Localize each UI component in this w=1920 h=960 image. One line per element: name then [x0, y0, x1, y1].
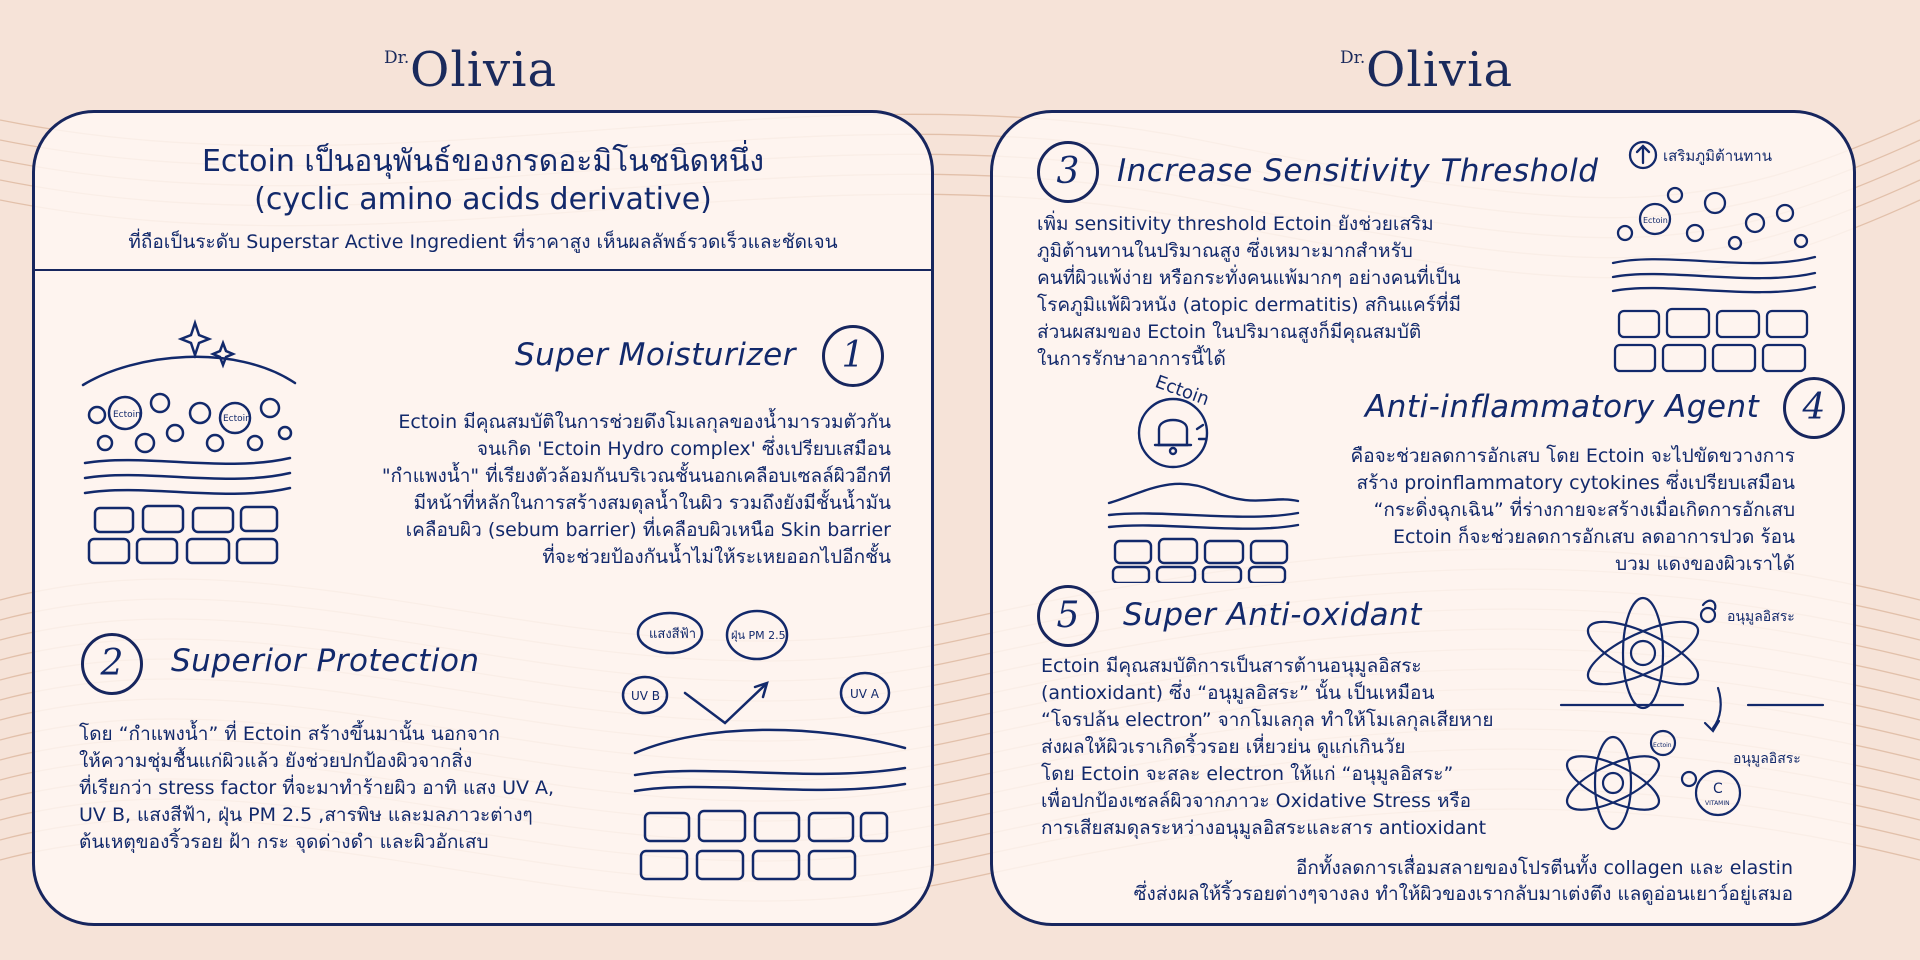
text-line: Ectoin มีคุณสมบัติในการช่วยดึงโมเลกุลของน้ำมารวมตัวกัน — [398, 411, 891, 433]
section-text — [1037, 211, 1461, 373]
text-line: ที่เรียกว่า stress factor ที่จะมาทำร้ายผิว อาทิ แสง UV A, — [79, 777, 555, 799]
brand-logo-left — [384, 42, 604, 102]
text-line: “โจรปล้น electron” จากโมเลกุล ทำให้โมเลกุลเสียหาย — [1041, 709, 1494, 731]
section-number-badge: 3 — [1037, 141, 1099, 203]
text-line: Ectoin ก็จะช่วยลดการอักเสบ ลดอาการปวด ร้อน — [1392, 526, 1795, 548]
section-text — [79, 721, 554, 856]
section-number-badge: 5 — [1037, 585, 1099, 647]
text-line: “กระดิ่งฉุกเฉิน” ที่ร่างกายจะสร้างเมื่อเกิดการอักเสบ — [1373, 499, 1795, 521]
section-heading: Increase Sensitivity Threshold — [1117, 153, 1599, 189]
text-line: มีหน้าที่หลักในการสร้างสมดุลน้ำในผิว รวมถึงยังมีชั้นน้ำมัน — [413, 492, 891, 514]
text-line: "กำแพงน้ำ" ที่เรียงตัวล้อมกันบริเวณชั้นนอกเคลือบเซลล์ผิวอีกที — [381, 465, 891, 487]
brand-logo-right — [1340, 42, 1560, 102]
panel-subtitle: ที่ถือเป็นระดับ Superstar Active Ingredient ที่ราคาสูง เห็นผลลัพธ์รวดเร็วและชัดเจน — [128, 231, 838, 253]
section-heading: Anti-inflammatory Agent — [1365, 389, 1760, 425]
text-line: สร้าง proinflammatory cytokines ซึ่งเปรียบเสมือน — [1356, 472, 1795, 494]
sketch-label: Ectoin — [223, 414, 251, 424]
section-heading: Super Anti-oxidant — [1123, 597, 1422, 633]
section-number-badge: 4 — [1783, 377, 1845, 439]
text-line: คนที่ผิวแพ้ง่าย หรือกระทั่งคนแพ้มากๆ อย่างคนที่เป็น — [1037, 267, 1461, 289]
section-heading: Super Moisturizer — [515, 337, 796, 373]
text-line: ให้ความชุ่มชื้นแก่ผิวแล้ว ยังช่วยปกป้องผิวจากสิ่ง — [79, 750, 473, 772]
section-heading: Superior Protection — [171, 643, 480, 679]
antioxidant-illustration — [1553, 593, 1843, 843]
immunity-illustration — [1605, 133, 1825, 383]
brand-name: Olivia — [1366, 42, 1514, 98]
text-line: โดย “กำแพงน้ำ” ที่ Ectoin สร้างขึ้นมานั้น นอกจาก — [79, 723, 500, 745]
text-line: เคลือบผิว (sebum barrier) ที่เคลือบผิวเหนือ Skin barrier — [405, 519, 891, 541]
title-divider — [35, 269, 931, 271]
text-line: อีกทั้งลดการเสื่อมสลายของโปรตีนทั้ง collagen และ elastin — [1296, 857, 1793, 879]
sketch-label: อนุมูลอิสระ — [1733, 751, 1801, 767]
sketch-label: Ectoin — [113, 410, 141, 420]
section-text — [382, 409, 891, 571]
text-line: การเสียสมดุลระหว่างอนุมูลอิสระและสาร antioxidant — [1041, 817, 1487, 839]
right-panel — [990, 110, 1856, 926]
sketch-label: อนุมูลอิสระ — [1727, 609, 1795, 625]
text-line: โดย Ectoin จะสละ electron ให้แก่ “อนุมูลอิสระ” — [1041, 763, 1454, 785]
sketch-label: Ectoin — [1653, 742, 1672, 749]
text-line: โรคภูมิแพ้ผิวหนัง (atopic dermatitis) สกินแคร์ที่มี — [1037, 294, 1462, 316]
bubble-label: UV A — [850, 687, 880, 701]
bubble-label: UV B — [631, 689, 661, 703]
text-line: ส่งผลให้ผิวเราเกิดริ้วรอย เหี่ยวย่น ดูแก่เกินวัย — [1041, 736, 1406, 758]
text-line: คือจะช่วยลดการอักเสบ โดย Ectoin จะไปขัดขวางการ — [1350, 445, 1795, 467]
skin-moisture-illustration — [75, 303, 315, 573]
text-line: เพื่อปกป้องเซลล์ผิวจากภาวะ Oxidative Stress หรือ — [1041, 790, 1472, 812]
section-number-badge: 2 — [81, 633, 143, 695]
text-line: UV B, แสงสีฟ้า, ฝุ่น PM 2.5 ,สารพิษ และมลภาวะต่างๆ — [79, 804, 533, 826]
alarm-bell-illustration — [1103, 363, 1303, 583]
text-line: เพิ่ม sensitivity threshold Ectoin ยังช่วยเสริม — [1037, 213, 1434, 235]
section-text — [1041, 653, 1494, 842]
brand-prefix: Dr. — [1340, 48, 1366, 68]
left-panel — [32, 110, 934, 926]
bubble-label: แสงสีฟ้า — [649, 627, 697, 642]
sketch-label: Ectoin — [1643, 216, 1668, 225]
sketch-label: Ectoin — [1152, 371, 1212, 411]
protection-illustration — [615, 603, 915, 903]
sketch-label: เสริมภูมิต้านทาน — [1663, 147, 1772, 165]
section-text — [1351, 443, 1796, 578]
text-line: ส่วนผสมของ Ectoin ในปริมาณสูงก็มีคุณสมบัติ — [1037, 321, 1422, 343]
text-line: ต้นเหตุของริ้วรอย ฝ้า กระ จุดด่างดำ และผิวอักเสบ — [79, 831, 489, 853]
section-number-badge: 1 — [822, 325, 884, 387]
panel-title-line1: Ectoin เป็นอนุพันธ์ของกรดอะมิโนชนิดหนึ่ง — [201, 144, 765, 179]
text-line: บวม แดงของผิวเราได้ — [1615, 553, 1795, 575]
brand-name: Olivia — [410, 42, 558, 98]
brand-prefix: Dr. — [384, 48, 410, 68]
bubble-label: ฝุ่น PM 2.5 — [731, 629, 786, 642]
sketch-label: VITAMIN — [1705, 800, 1730, 807]
text-line: ที่จะช่วยป้องกันน้ำไม่ให้ระเหยออกไปอีกชั้น — [542, 546, 891, 568]
text-line: (antioxidant) ซึ่ง “อนุมูลอิสระ” นั้น เป็นเหมือน — [1041, 682, 1435, 704]
sketch-label: C — [1713, 781, 1723, 797]
text-line: ภูมิต้านทานในปริมาณสูง ซึ่งเหมาะมากสำหรับ — [1037, 240, 1413, 262]
text-line: จนเกิด 'Ectoin Hydro complex' ซึ่งเปรียบเสมือน — [476, 438, 891, 460]
text-line: Ectoin มีคุณสมบัติการเป็นสารต้านอนุมูลอิสระ — [1041, 655, 1422, 677]
text-line: ซึ่งส่งผลให้ริ้วรอยต่างๆจางลง ทำให้ผิวของเรากลับมาเต่งตึง แลดูอ่อนเยาว์อยู่เสมอ — [1133, 883, 1793, 905]
panel-title-line2: (cyclic amino acids derivative) — [254, 182, 712, 217]
text-line: ในการรักษาอาการนี้ได้ — [1037, 348, 1226, 370]
footer-text — [1134, 855, 1793, 907]
